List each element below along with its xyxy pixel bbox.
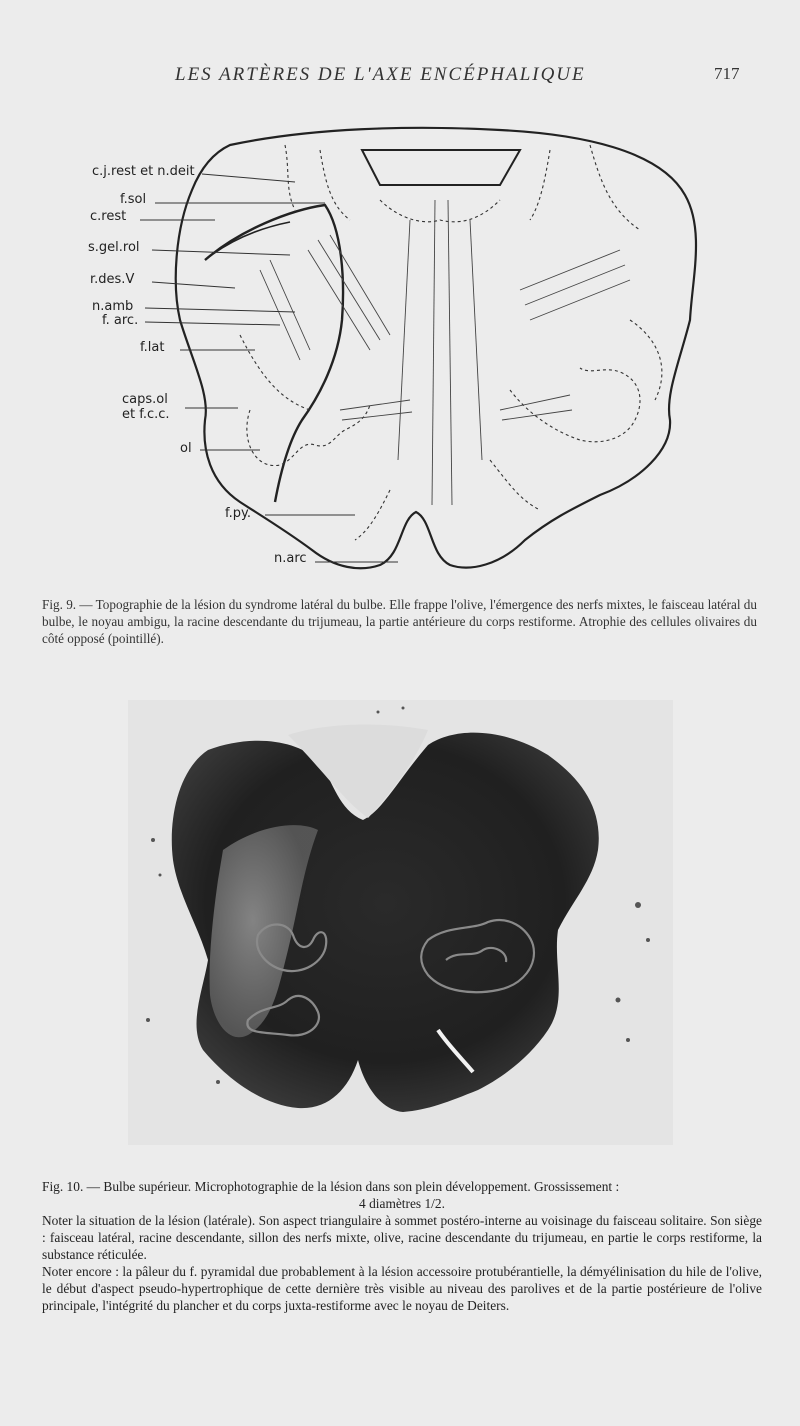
figure-10-photograph (128, 700, 673, 1145)
figure-9-caption: Fig. 9. — Topographie de la lésion du syndrome latéral du bulbe. Elle frappe l'olive, l'émergence des nerfs mixtes, le faisceau latéral du bulbe, le noyau ambigu, la racine descendante du trijumeau, la partie antérieure du corps restiforme. Atrophie des cellules olivaires du côté opposé (pointillé). (42, 597, 757, 646)
label-caps-ol: caps.ol (122, 392, 168, 407)
page-number: 717 (714, 64, 740, 83)
label-f-py: f.py. (225, 506, 251, 521)
label-n-arc: n.arc (274, 551, 307, 566)
label-n-amb: n.amb (92, 299, 134, 314)
label-f-arc: f. arc. (102, 313, 139, 328)
label-f-lat: f.lat (140, 340, 165, 355)
figure-10-caption (42, 1178, 762, 1314)
label-c-rest: c.rest (90, 209, 127, 224)
figure-9-diagram (80, 110, 720, 585)
label-f-sol: f.sol (120, 192, 147, 207)
label-r-des-v: r.des.V (90, 272, 135, 287)
medulla-microphotograph (128, 700, 673, 1145)
medulla-schematic-drawing (80, 110, 720, 585)
figure-10-caption-magnification: 4 diamètres 1/2. (359, 1196, 445, 1211)
label-ol: ol (180, 441, 192, 456)
label-et-f-c-c: et f.c.c. (122, 407, 170, 422)
running-head: LES ARTÈRES DE L'AXE ENCÉPHALIQUE (175, 64, 586, 85)
figure-10-caption-title: Fig. 10. — Bulbe supérieur. Microphotographie de la lésion dans son plein développement. Grossissement : (42, 1179, 620, 1194)
figure-10-note-1: Noter la situation de la lésion (latérale). Son aspect triangulaire à sommet postéro-interne au voisinage du faisceau solitaire. Son siège : faisceau latéral, racine descendante, sillon des nerfs mixte, olive, racine descendante du trijumeau, en partie le corps restiforme, la substance réticulée. (42, 1213, 762, 1262)
figure-10-note-2: Noter encore : la pâleur du f. pyramidal due probablement à la lésion accessoire protubérantielle, la démyélinisation du hile de l'olive, le début d'aspect pseudo-hypertrophique de cette dernière très visible au niveau des parolives et de la partie postérieure de l'olive principale, l'intégrité du plancher et du corps juxta-restiforme avec le noyau de Deiters. (42, 1264, 762, 1313)
label-c-j-rest-et-n-deit: c.j.rest et n.deit (92, 164, 195, 179)
label-s-gel-rol: s.gel.rol (88, 240, 140, 255)
